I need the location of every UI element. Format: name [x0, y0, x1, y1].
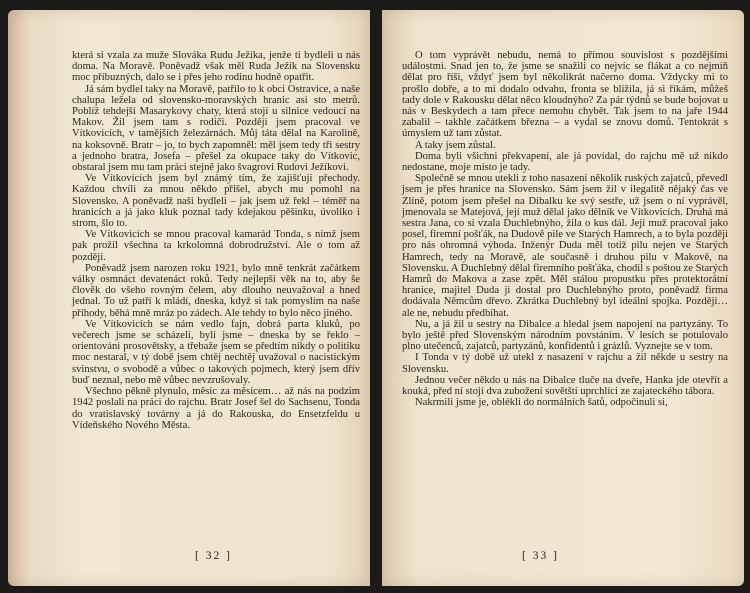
paragraph: I Tonda v tý době už utekl z nasazení v rajchu a žil někde u sestry na Slovensku.: [402, 352, 728, 375]
right-page-text: [402, 50, 728, 409]
paragraph: Ve Vítkovicích se nám vedlo fajn, dobrá parta kluků, po večerech jsme se scházeli, byli jsme – dneska by se řeklo – orientováni prosovětsky, a třebaže jsem se předtím nikdy o politiku moc nestaral, v tý době jsem chtěj nechtěj uvažoval o nacistickým svinstvu, o svobodě a vůbec o takových pojmech, který jsem dřív buď neznal, nebo mě vůbec nevzrušovaly.: [72, 318, 360, 386]
paragraph: která si vzala za muže Slováka Rudu Ježíka, jenže ti bydleli u nás doma. Na Moravě. Poněvadž však měl Ruda Ježík na Slovensku moc příbuzných, dalo se i přes jeho rodinu hodně opatřit.: [72, 50, 360, 84]
paragraph: Já sám bydlel taky na Moravě, patřilo to k obci Ostravice, a naše chalupa ležela od slovensko-moravských hranic asi sto metrů. Poblíž tehdejší Masarykovy chaty, která stojí u silnice vedoucí na Makov. Žil jsem tam s rodiči. Později jsem pracoval ve Vítkovicích, v tamějších železárnách. Můj táta dělal na Karolině, na koksovně. Bratr – jo, to bych zapomněl: měl jsem tedy tři sestry a jednoho bratra, Josefa – přešel za okupace taky do Vítkovic, obstaral jsem mu tam práci stejně jako švagrovi Rudovi Ježíkovi.: [72, 83, 360, 174]
paragraph: Ve Vítkovicích se mnou pracoval kamarád Tonda, s nímž jsem pak prožil všechna ta krkolomná dobrodružství. Ale o tom až později.: [72, 229, 360, 263]
paragraph: Jednou večer někdo u nás na Dibalce tluče na dveře, Hanka jde otevřít a kouká, před ní stojí dva zubožení sovětští uprchlíci ze zajateckého tábora.: [402, 374, 728, 398]
book-spread: [8, 10, 744, 586]
paragraph: Doma byli všichni překvapení, ale já povídal, do rajchu mě už nikdo nedostane, moje místo je tady.: [402, 150, 728, 174]
paragraph: Poněvadž jsem narozen roku 1921, bylo mně tenkrát začátkem války osmnáct devatenáct roků. Tedy nejlepší věk na to, aby še člověk do všeho rovným čelem, aby dlouho neuvažoval a hned jednal. To už patří k mládí, dneska, když si tak pomyslím na naše příhody, běhá mně mráz po zádech. Ale tehdy to bylo něco jiného.: [72, 262, 360, 319]
left-page-text: [72, 50, 360, 431]
left-page: [8, 10, 370, 586]
page-number: [ 33 ]: [522, 550, 559, 562]
paragraph: Ve Vítkovicích jsem byl známý tím, že zajišťuji přechody. Každou chvíli za mnou někdo přišel, abych mu pomohl na Slovensko. A poněvadž naši bydleli – jak jsem už řekl – téměř na hranicích a já jako kluk poznal tady kdejakou pěšinku, úvoliko i strom, šlo to.: [72, 173, 360, 230]
paragraph: Všechno pěkně plynulo, měsíc za měsícem… až nás na podzim 1942 poslali na práci do rajchu. Bratr Josef šel do Sachsenu, Tonda do vratislavský továrny a já do Rakouska, do Ensetzfeldu u Vídeňského Nového Města.: [72, 386, 360, 431]
page-number: [ 32 ]: [195, 550, 232, 562]
paragraph: A taky jsem zůstal.: [415, 139, 496, 151]
paragraph: Společně se mnou utekli z toho nasazení několik ruských zajatců, převedl jsem je přes hranice na Slovensko. Sám jsem žil v ilegalitě nějaký čas ve Zlíně, potom jsem přešel na Dibalku ke svý sestře, už jsem o ní vyprávěl, jmenovala se Matejová, její muž dělal jako dělník ve Vítkovicích. Druhá má sestra Jana, co si vzala Duchlebnýho, žila o kus dál. Její muž pracoval jako posel, firemní pošťák, na Dudově pile ve Starých Hamrech, a to byla později pro nás ohromná výhoda. Inženýr Duda měl totiž pilu nejen ve Starých Hamrech, tedy na Moravě, ale současně i druhou pilu v Makově, na Slovensku. A Duchlebný dělal firemního pošťáka, chodil s poštou ze Starých Hamrů do Makova a zase zpět. Měl stálou propustku přes protektorátní hranice, majitel Duda ji dostal pro Duchlebnýho proto, poněvadž firma dodávala Němcům dřevo. Zkrátka Duchlebný byl ideální spojka. Později… ale ne, nebudu předbíhat.: [402, 173, 728, 319]
right-page: [382, 10, 744, 586]
paragraph: O tom vyprávět nebudu, nemá to přímou souvislost s pozdějšími událostmi. Snad jen to, že jsme se snažili co nejvíc se flákat a co nejmíň dělat pro říši, vždyť jsem byl několikrát načerno doma. Vždycky mi to prošlo dobře, a to mi dodalo odvahu, fronta se blížila, já si říkám, můžeš tady dole v Rakousku dělat něco kloudnýho? Za pár týdnů se bude bojovat u nás v Beskydech a tam přece nemohu chybět. Tak jsem to na jaře 1944 zabalil – takhle začátkem března – a vydal se znovu domů. Tentokrát s úmyslem už tam zůstat.: [402, 50, 728, 140]
paragraph: Nu, a já žil u sestry na Dibalce a hledal jsem napojení na partyzány. To bylo ještě před Slovenským národním povstáním. V lesích se potulovalo plno utečenců, zajatců, partyzánů, konfidentů i grázlů. Vyznejte se v tom.: [402, 318, 728, 353]
paragraph: Nakrmili jsme je, oblékli do normálních šatů, odpočinuli si,: [415, 397, 668, 409]
